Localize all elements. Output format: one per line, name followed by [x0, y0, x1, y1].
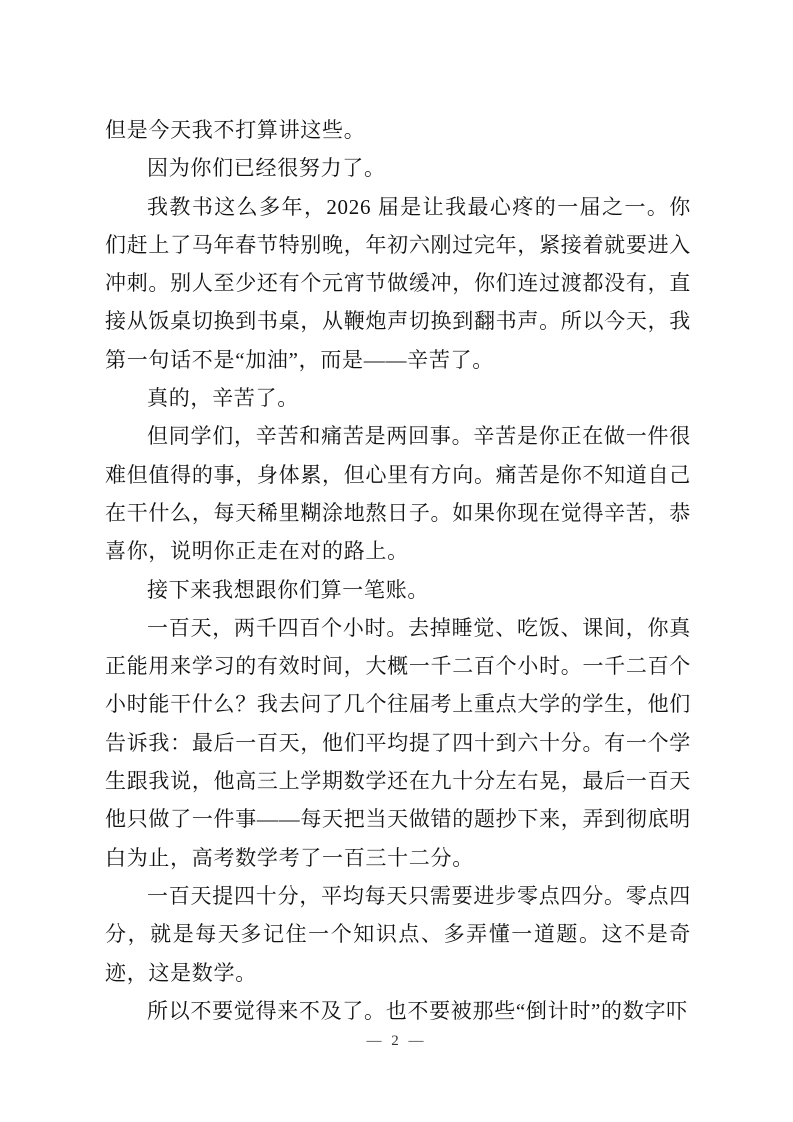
paragraph: 所以不要觉得来不及了。也不要被那些“倒计时”的数字吓 — [147, 998, 688, 1023]
paragraph: 但是今天我不打算讲这些。 — [105, 118, 366, 142]
paragraph: 一百天提四十分，平均每天只需要进步零点四分。零点四分，就是每天多记住一个知识点、多弄懂一道题。这不是奇迹，这是数学。 — [105, 883, 691, 985]
paragraph: 我教书这么多年，2026 届是让我最心疼的一届之一。你们赶上了马年春节特别晚，年初六刚过完年，紧接着就要进入冲刺。别人至少还有个元宵节做缓冲，你们连过渡都没有，直接从饭桌切换到书桌，从鞭炮声切换到翻书声。所以今天，我第一句话不是“加油”，而是——辛苦了。 — [105, 194, 691, 372]
page-footer — [0, 1033, 793, 1050]
paragraph: 但同学们，辛苦和痛苦是两回事。辛苦是你正在做一件很难但值得的事，身体累，但心里有方向。痛苦是你不知道自己在干什么，每天稀里糊涂地熬日子。如果你现在觉得辛苦，恭喜你，说明你正走在对的路上。 — [105, 424, 691, 564]
paragraph: 一百天，两千四百个小时。去掉睡觉、吃饭、课间，你真正能用来学习的有效时间，大概一千二百个小时。一千二百个小时能干什么？我去问了几个往届考上重点大学的学生，他们告诉我：最后一百天，他们平均提了四十到六十分。有一个学生跟我说，他高三上学期数学还在九十分左右晃，最后一百天他只做了一件事——每天把当天做错的题抄下来，弄到彻底明白为止，高考数学考了一百三十二分。 — [105, 615, 691, 870]
page-number: — 2 — — [366, 1033, 427, 1049]
paragraph: 接下来我想跟你们算一笔账。 — [147, 577, 430, 602]
paragraph: 因为你们已经很努力了。 — [147, 156, 386, 181]
paragraph: 真的，辛苦了。 — [147, 386, 299, 411]
document-body — [105, 111, 691, 1030]
